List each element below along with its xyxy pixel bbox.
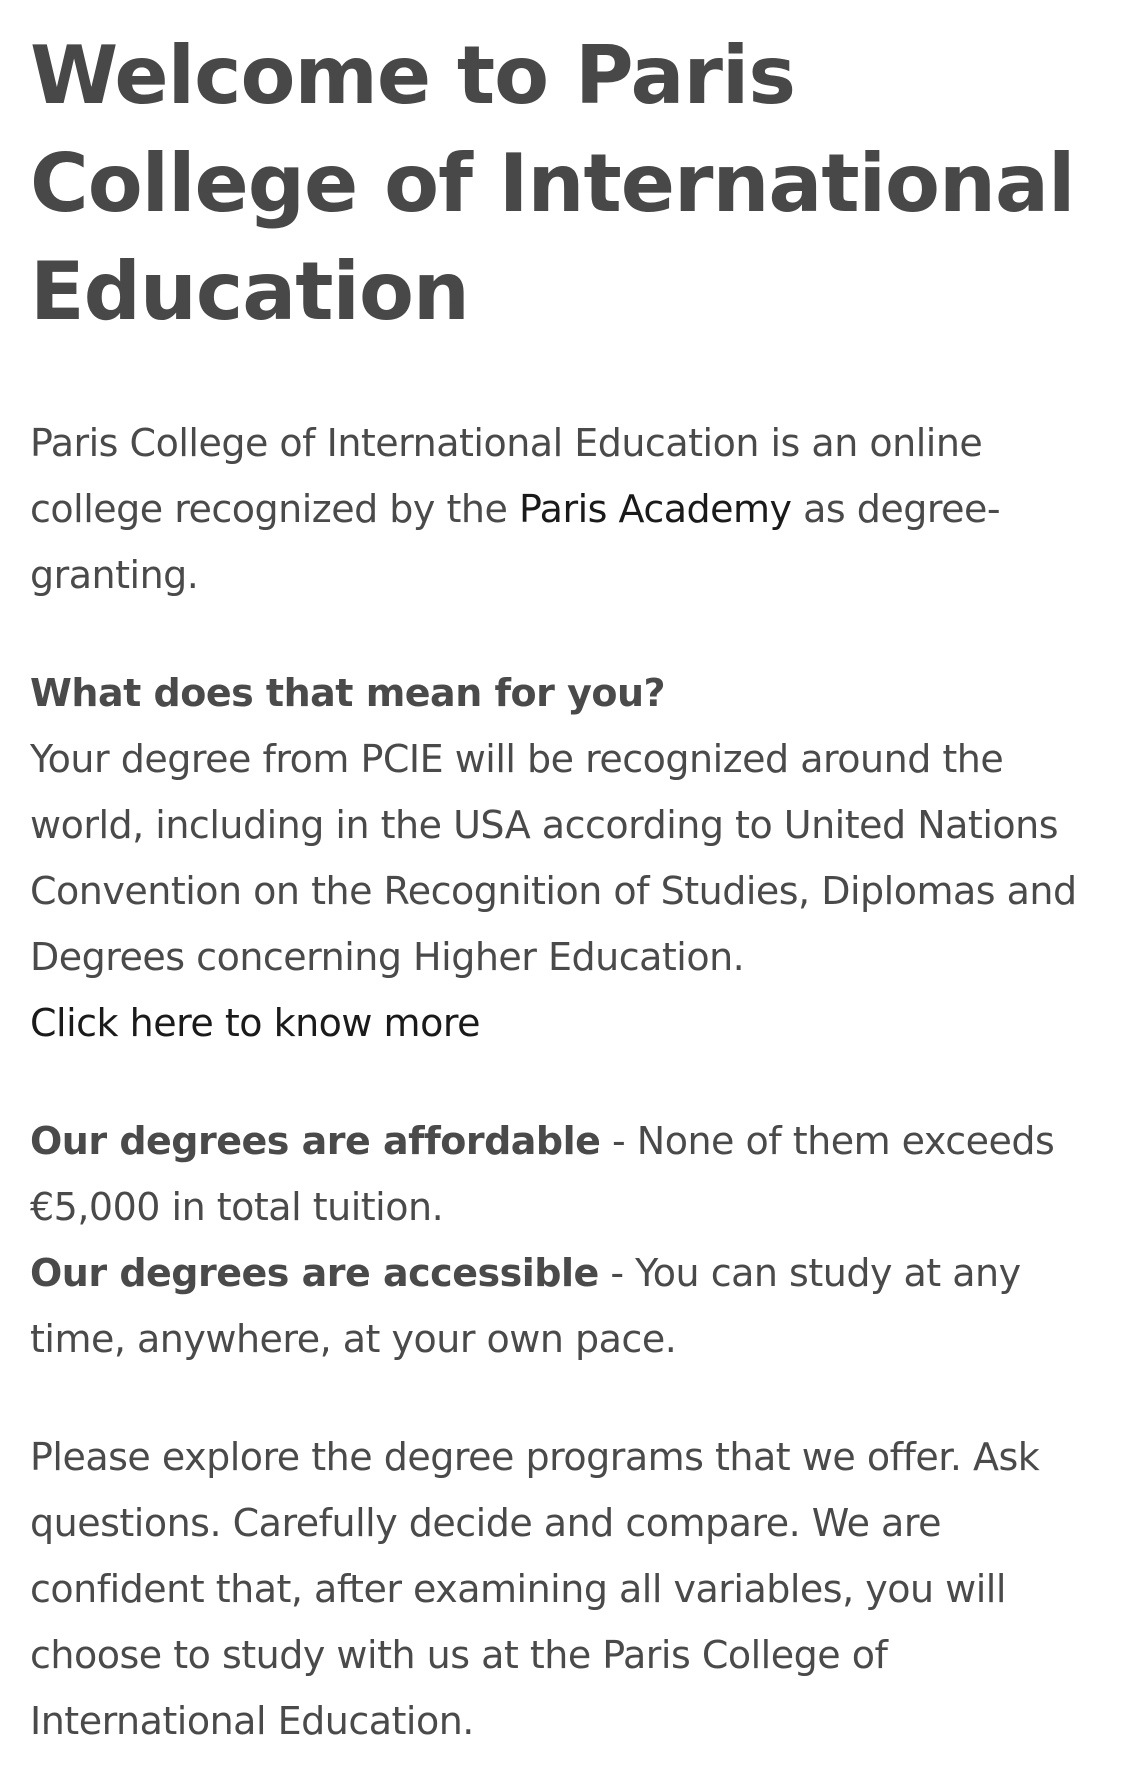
know-more-link[interactable]: Click here to know more: [30, 1001, 480, 1045]
paris-academy-link[interactable]: Paris Academy: [518, 487, 792, 531]
intro-paragraph: [30, 410, 1095, 608]
features-paragraph: [30, 1108, 1095, 1372]
meaning-body: Your degree from PCIE will be recognized around the world, including in the USA according to United Nations Convention on the Recognition of Studies, Diplomas and Degrees concerning Higher Education.: [30, 737, 1077, 979]
intro-text-before: Paris College of International Education is an online college recognized by the: [30, 421, 983, 531]
intro-text-after: as degree-granting.: [30, 487, 1001, 597]
affordable-text: - None of them exceeds €5,000 in total tuition.: [30, 1119, 1055, 1229]
affordable-label: Our degrees are affordable: [30, 1119, 601, 1163]
meaning-paragraph: [30, 660, 1095, 1056]
accessible-label: Our degrees are accessible: [30, 1251, 599, 1295]
meaning-heading: What does that mean for you?: [30, 671, 666, 715]
accessible-text: - You can study at any time, anywhere, at your own pace.: [30, 1251, 1021, 1361]
closing-paragraph: Please explore the degree programs that we offer. Ask questions. Carefully decide and compare. We are confident that, after examining all variables, you will choose to study with us at the Paris College of International Education.: [30, 1435, 1040, 1743]
page-title: Welcome to Paris College of International Education: [30, 29, 1075, 338]
